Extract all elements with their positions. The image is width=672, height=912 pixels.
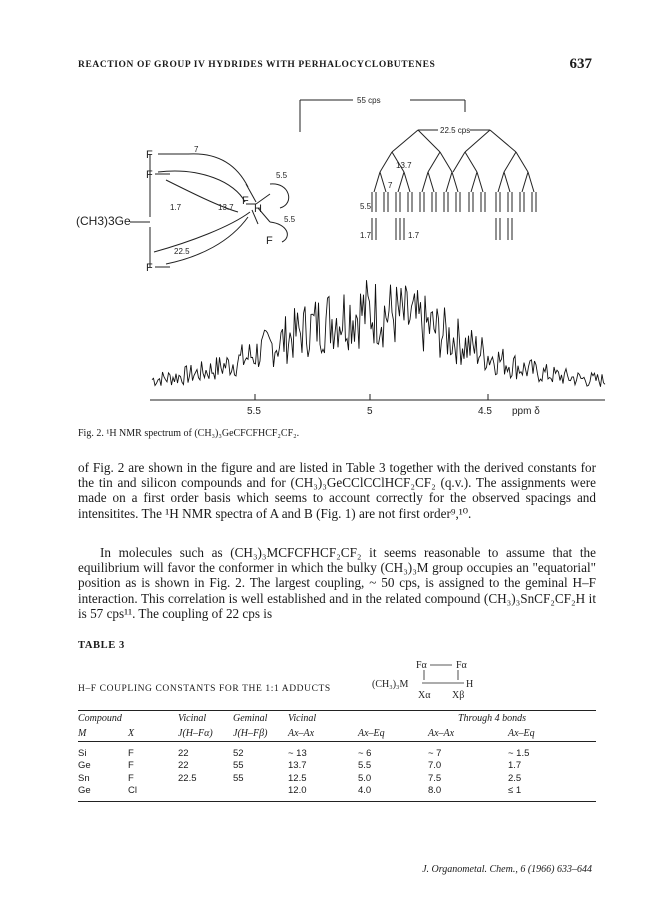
cell: 22	[178, 760, 189, 772]
col-header-ax-eq-through: Ax–Eq	[508, 726, 596, 742]
cell: F	[128, 760, 134, 772]
cell: F	[128, 747, 134, 759]
struct-f-alpha-right: Fα	[456, 660, 467, 671]
cell: 5.5	[358, 760, 372, 772]
group-header-through-4-bonds: Through 4 bonds	[458, 713, 526, 724]
cell: 4.0	[358, 785, 372, 797]
journal-citation: J. Organometal. Chem., 6 (1966) 633–644	[422, 864, 592, 875]
nmr-spectrum-trace	[152, 280, 605, 387]
molecule-coupling-13-7: 13.7	[218, 203, 234, 212]
table-row	[78, 760, 596, 773]
cell	[233, 785, 288, 798]
page-number: 637	[569, 56, 592, 72]
cell: 55	[233, 760, 244, 772]
cell: 22	[178, 747, 189, 759]
struct-f-alpha-left: Fα	[416, 660, 427, 671]
cell: ≤ 1	[508, 785, 522, 797]
cell: 52	[233, 747, 244, 759]
atom-f-1: F	[146, 149, 153, 161]
cell: 55	[233, 772, 244, 784]
nmr-spectrum-diagram	[70, 92, 610, 424]
cell: 2.5	[508, 772, 522, 784]
atom-f-4: F	[242, 195, 249, 207]
cell: Sn	[78, 772, 90, 784]
table-row	[78, 747, 596, 760]
cell: 8.0	[428, 785, 442, 797]
cell: Si	[78, 747, 87, 759]
group-header-vicinal-2: Vicinal	[288, 713, 317, 724]
col-header-ax-ax-through: Ax–Ax	[428, 726, 508, 742]
coupling-5-5-label: 5.5	[360, 202, 372, 211]
molecule-coupling-7: 7	[194, 145, 199, 154]
cell: Cl	[128, 785, 137, 797]
cell	[178, 785, 233, 798]
cell: 12.0	[288, 785, 307, 797]
group-header-compound: Compound	[78, 713, 122, 724]
table-structure-diagram	[372, 656, 502, 700]
group-header-geminal: Geminal	[233, 713, 268, 724]
coupling-55-cps-label: 55 cps	[357, 96, 381, 105]
atom-f-3: F	[146, 262, 153, 274]
molecule-coupling-22-5: 22.5	[174, 247, 190, 256]
molecule-coupling-5-5-top: 5.5	[276, 171, 288, 180]
cell: F	[128, 772, 134, 784]
cell: 7.5	[428, 772, 442, 784]
table-row	[78, 772, 596, 785]
table-bottom-rule	[78, 801, 596, 802]
col-header-ax-ax-vicinal: Ax–Ax	[288, 726, 358, 742]
cell: 12.5	[288, 772, 307, 784]
axis-unit-label: ppm δ	[512, 406, 540, 417]
coupling-1-7-right-label: 1.7	[408, 231, 420, 240]
struct-h: H	[466, 679, 474, 690]
coupling-1-7-left-label: 1.7	[360, 231, 372, 240]
struct-substituent: (CH₃)₃M	[372, 679, 409, 690]
atom-h: H	[254, 203, 262, 215]
molecule-coupling-1-7: 1.7	[170, 203, 182, 212]
coupling-13-7-label: 13.7	[396, 161, 412, 170]
col-header-j-h-falpha: J(H–Fα)	[178, 726, 233, 742]
col-header-x: X	[128, 726, 178, 742]
cell: Ge	[78, 760, 91, 772]
molecule-coupling-5-5-bottom: 5.5	[284, 215, 296, 224]
axis-tick-5-5: 5.5	[247, 406, 261, 417]
cell: ~ 1.5	[508, 747, 530, 759]
coupling-7-label: 7	[388, 181, 393, 190]
struct-x-alpha: Xα	[418, 690, 431, 700]
group-header-vicinal-1: Vicinal	[178, 713, 207, 724]
cell: 22.5	[178, 772, 197, 784]
table-label: TABLE 3	[78, 640, 125, 651]
cell: 5.0	[358, 772, 372, 784]
cell: ~ 13	[288, 747, 307, 759]
running-head: REACTION OF GROUP IV HYDRIDES WITH PERHALOCYCLOBUTENES	[78, 60, 436, 70]
axis-tick-4-5: 4.5	[478, 406, 492, 417]
table-title: H–F COUPLING CONSTANTS FOR THE 1:1 ADDUCTS	[78, 684, 331, 694]
nmr-figure	[70, 92, 610, 424]
table-row	[78, 785, 596, 798]
figure-caption: Fig. 2. ¹H NMR spectrum of (CH₃)₃GeCFCFHCF₂CF₂.	[78, 428, 300, 439]
body-paragraph-2: In molecules such as (CH₃)₃MCFCFHCF₂CF₂ it seems reasonable to assume that the equilibrium will favor the conformer in which the bulky (CH₃)₃M group occupies an "equatorial" position as is shown in Fig. 2. The largest coupling, ~ 50 cps, is assigned to the geminal H–F interaction. This correlation is well established and in the related compound (CH₃)₃SnCF₂CF₂H it is 57 cps¹¹. The coupling of 22 cps is	[78, 545, 596, 621]
cell: 7.0	[428, 760, 442, 772]
cell: 1.7	[508, 760, 522, 772]
molecule-substituent-label: (CH3)3Ge	[76, 214, 131, 228]
cell: Ge	[78, 785, 91, 797]
atom-f-2: F	[146, 169, 153, 181]
col-header-j-h-fbeta: J(H–Fβ)	[233, 726, 288, 742]
cell: 13.7	[288, 760, 307, 772]
struct-x-beta: Xβ	[452, 690, 465, 700]
body-paragraph-1: of Fig. 2 are shown in the figure and are listed in Table 3 together with the derived constants for the tin and silicon compounds and for (CH₃)₃GeCClCClHCF₂CF₂ (q.v.). The assignments were made on a first order basis which seems to account correctly for the observed spacings and intensitites. The ¹H NMR spectra of A and B (Fig. 1) are not first order⁹,¹⁰.	[78, 460, 596, 521]
cell: ~ 7	[428, 747, 442, 759]
cell: ~ 6	[358, 747, 372, 759]
atom-f-5: F	[266, 235, 273, 247]
coupling-constants-table	[78, 710, 596, 802]
axis-tick-5: 5	[367, 406, 373, 417]
col-header-ax-eq-vicinal: Ax–Eq	[358, 726, 428, 742]
col-header-m: M	[78, 726, 128, 742]
coupling-22-5-cps-label: 22.5 cps	[440, 126, 471, 135]
